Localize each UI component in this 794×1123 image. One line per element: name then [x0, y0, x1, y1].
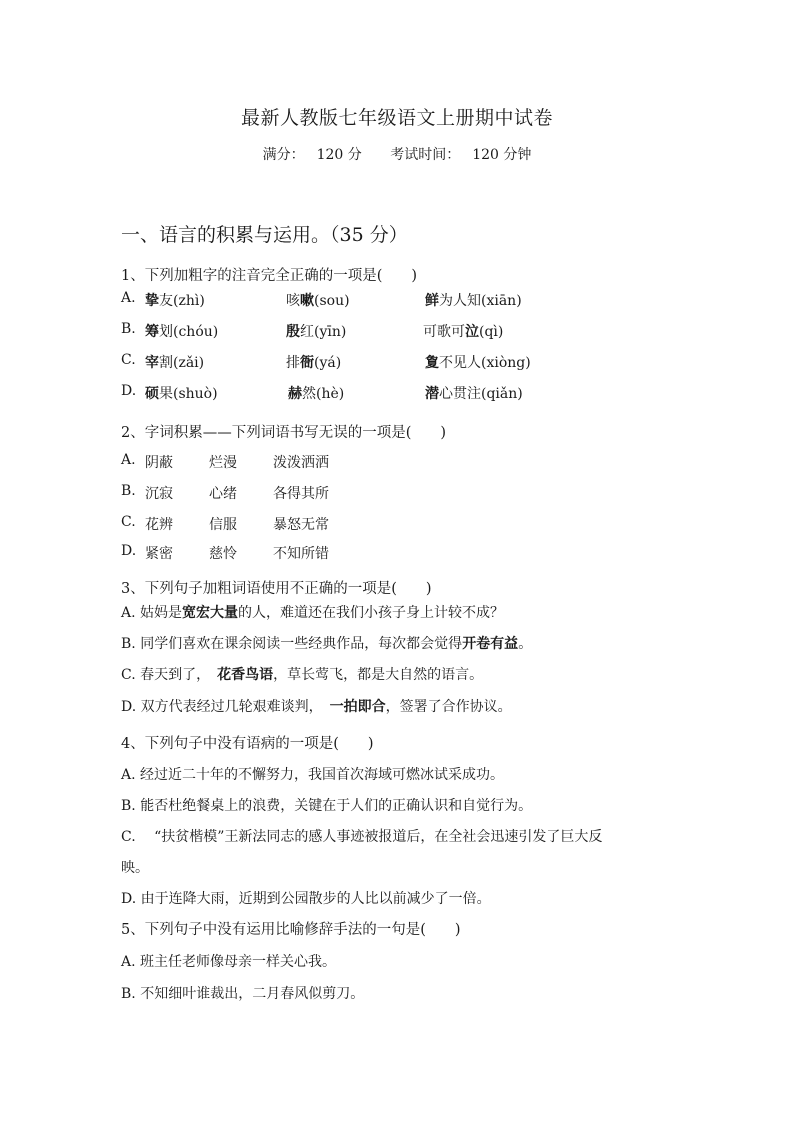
- q4-stem: 4、下列句子中没有语病的一项是( ): [121, 736, 374, 752]
- exam-meta: [0, 144, 794, 164]
- time-label: 考试时间：: [390, 147, 461, 163]
- q5-option-a: A. 班主任老师像母亲一样关心我。: [121, 954, 337, 970]
- section-heading: 一、语言的积累与运用。（35 分）: [121, 224, 408, 246]
- q4-option-c-continued: 映。: [121, 860, 149, 876]
- word: 阴蔽: [145, 455, 173, 471]
- option-label: C.: [121, 514, 136, 530]
- option-label: A.: [121, 452, 136, 468]
- q4-option-a: A. 经过近二十年的不懈努力，我国首次海域可燃冰试采成功。: [121, 767, 505, 783]
- q1-b-cell-2: 殷红(yīn): [286, 324, 347, 340]
- full-score-value: 120 分: [316, 147, 362, 163]
- q3-stem: 3、下列句子加粗词语使用不正确的一项是( ): [121, 581, 432, 597]
- q3-option-b: B. 同学们喜欢在课余阅读一些经典作品，每次都会觉得开卷有益。: [121, 636, 533, 652]
- word: 暴怒无常: [273, 517, 329, 533]
- option-label: D.: [121, 543, 137, 559]
- word: 烂漫: [209, 455, 237, 471]
- q1-a-cell-1: 挚友(zhì): [145, 293, 205, 309]
- full-score-label: 满分：: [262, 147, 305, 163]
- word: 沉寂: [145, 486, 173, 502]
- time-value: 120 分钟: [472, 147, 532, 163]
- option-label: B.: [121, 321, 136, 337]
- word: 信服: [209, 517, 237, 533]
- q1-a-cell-2: 咳嗽(sou): [286, 293, 350, 309]
- q3-option-d: D. 双方代表经过几轮艰难谈判， 一拍即合，签署了合作协议。: [121, 699, 512, 715]
- q5-stem: 5、下列句子中没有运用比喻修辞手法的一句是( ): [121, 922, 461, 938]
- q5-option-b: B. 不知细叶谁裁出，二月春风似剪刀。: [121, 986, 365, 1002]
- q4-option-b: B. 能否杜绝餐桌上的浪费，关键在于人们的正确认识和自觉行为。: [121, 798, 533, 814]
- word: 紧密: [145, 546, 173, 562]
- q1-a-cell-3: 鲜为人知(xiān): [425, 293, 522, 309]
- q1-b-cell-1: 筹划(chóu): [145, 324, 219, 340]
- q1-c-cell-1: 宰割(zǎi): [145, 355, 205, 371]
- word: 各得其所: [273, 486, 329, 502]
- q1-c-cell-3: 夐不见人(xiòng): [425, 355, 531, 371]
- q3-option-a: A. 姑妈是宽宏大量的人，难道还在我们小孩子身上计较不成？: [121, 605, 505, 621]
- q4-option-d: D. 由于连降大雨，近期到公园散步的人比以前减少了一倍。: [121, 891, 491, 907]
- q1-d-cell-2: 赫然(hè): [288, 386, 345, 402]
- option-label: B.: [121, 483, 136, 499]
- q1-stem: 1、下列加粗字的注音完全正确的一项是( ): [121, 268, 418, 284]
- q1-c-cell-2: 排衙(yá): [286, 355, 342, 371]
- q4-option-c: C. “扶贫楷模”王新法同志的感人事迹被报道后，在全社会迅速引发了巨大反: [121, 829, 603, 845]
- word: 花辨: [145, 517, 173, 533]
- word: 心绪: [209, 486, 237, 502]
- q1-d-cell-1: 硕果(shuò): [145, 386, 218, 402]
- q2-stem: 2、字词积累——下列词语书写无误的一项是( ): [121, 425, 447, 441]
- q1-d-cell-3: 潜心贯注(qiǎn): [425, 386, 523, 402]
- exam-title: 最新人教版七年级语文上册期中试卷: [240, 107, 553, 129]
- word: 慈怜: [209, 546, 237, 562]
- word: 泼泼洒洒: [273, 455, 329, 471]
- option-label: A.: [121, 290, 136, 306]
- word: 不知所错: [273, 546, 329, 562]
- option-label: D.: [121, 383, 137, 399]
- q3-option-c: C. 春天到了， 花香鸟语，草长莺飞，都是大自然的语言。: [121, 667, 484, 683]
- q1-b-cell-3: 可歌可泣(qì): [423, 324, 504, 340]
- option-label: C.: [121, 352, 136, 368]
